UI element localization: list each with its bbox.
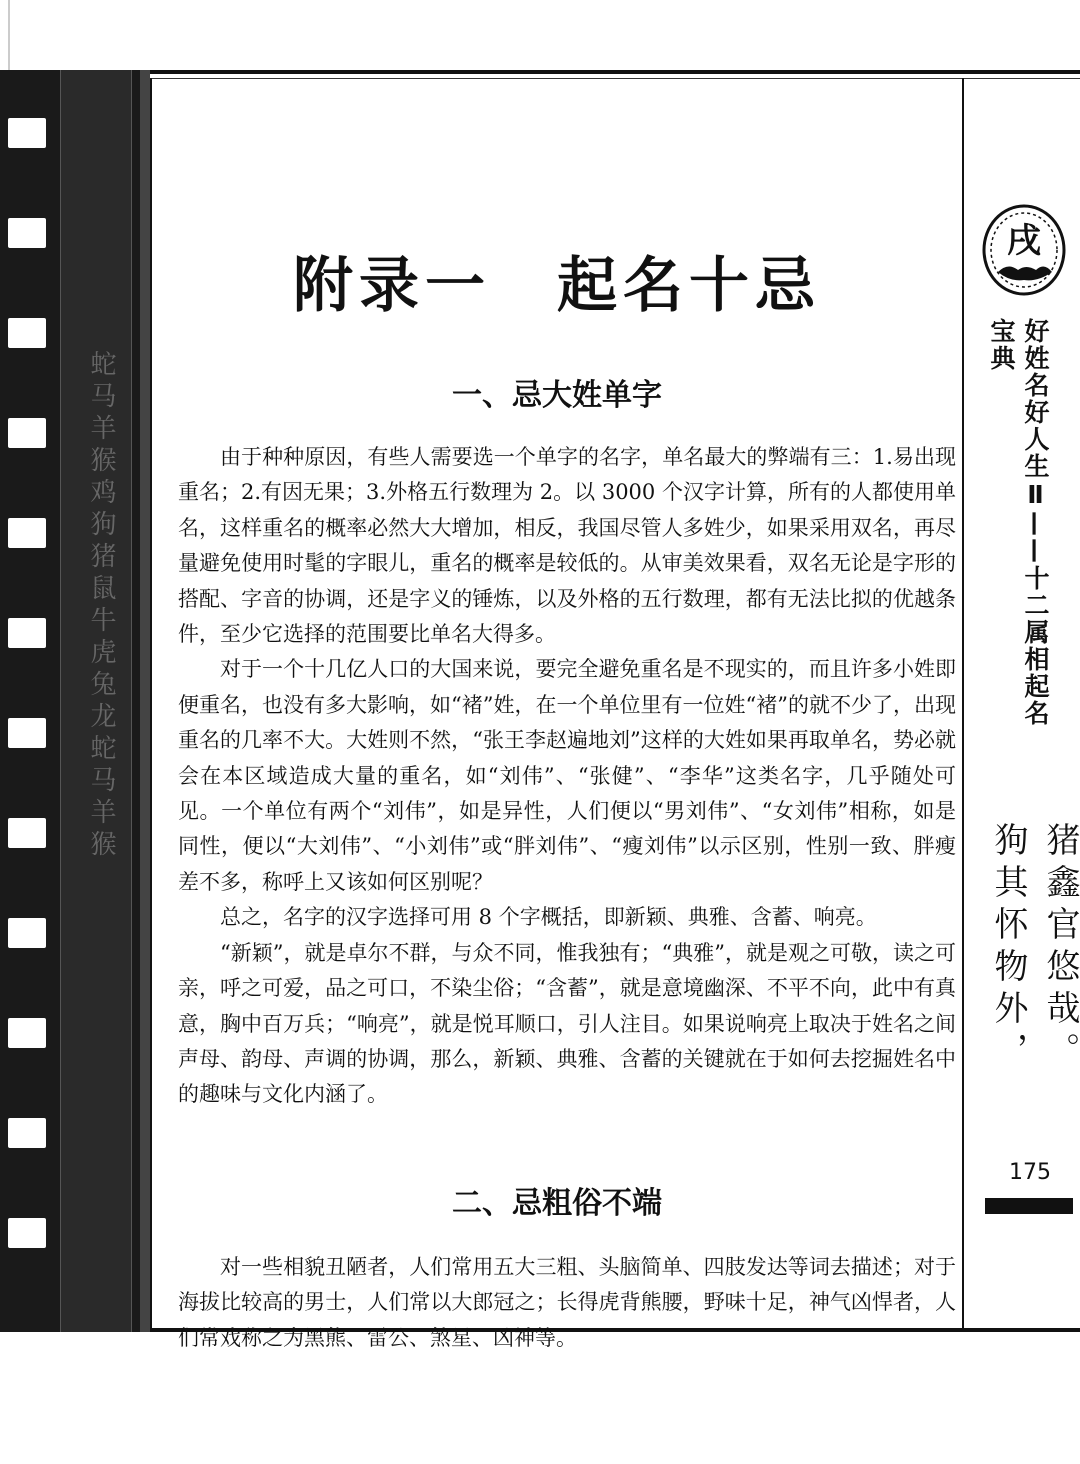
film-hole <box>8 718 46 748</box>
film-hole <box>8 918 46 948</box>
film-hole <box>8 518 46 548</box>
film-hole <box>8 1018 46 1048</box>
top-rule-thin <box>150 78 1080 79</box>
section-heading: 二、忌粗俗不端 <box>452 1186 662 1221</box>
top-rule <box>0 70 1080 74</box>
section-body <box>178 440 956 1113</box>
scan-edge <box>8 0 10 70</box>
poem-line: 狗其怀物外， <box>988 822 1028 1074</box>
chapter-title: 附录一 起名十忌 <box>293 251 821 321</box>
zodiac-dog-emblem-icon <box>978 200 1070 300</box>
film-hole <box>8 1118 46 1148</box>
page-frame-right <box>962 78 964 1330</box>
film-hole <box>8 618 46 648</box>
paragraph: 对于一个十几亿人口的大国来说，要完全避免重名是不现实的，而且许多小姓即便重名，也没有多大影响，如“褚”姓，在一个单位里有一位姓“褚”的就不少了，出现重名的几率不大。大姓则不然，“张王李赵遍地刘”这样的大姓如果再取单名，势必就会在本区域造成大量的重名，如“刘伟”、“张健”、“李华”这类名字，几乎随处可见。一个单位有两个“刘伟”，如是异性，人们便以“男刘伟”、“女刘伟”相称，如是同性，便以“大刘伟”、“小刘伟”或“胖刘伟”、“瘦刘伟”以示区别，性别一致、胖瘦差不多，称呼上又该如何区别呢？ <box>178 657 956 894</box>
section-body <box>178 1250 956 1356</box>
film-hole <box>8 118 46 148</box>
paragraph: 由于种种原因，有些人需要选一个单字的名字，单名最大的弊端有三：1.易出现重名；2.有因无果；3.外格五行数理为 2。以 3000 个汉字计算，所有的人都使用单名，这样重名的概率必然大大增加，相反，我国尽管人多姓少，如果采用双名，再尽量避免使用时髦的字眼儿，重名的概率是较低的。从审美效果看，双名无论是字形的搭配、字音的协调，还是字义的锤炼，以及外格的五行数理，都有无法比拟的优越条件，至少它选择的范围要比单名大得多。 <box>178 445 956 647</box>
film-strip-edge <box>140 70 150 1332</box>
film-hole <box>8 1218 46 1248</box>
section-heading: 一、忌大姓单字 <box>452 378 662 413</box>
film-strip-decoration <box>0 70 140 1332</box>
film-hole <box>8 418 46 448</box>
film-hole <box>8 218 46 248</box>
film-hole <box>8 318 46 348</box>
page-number: 175 <box>1009 1160 1051 1185</box>
paragraph: “新颖”，就是卓尔不群，与众不同，惟我独有；“典雅”，就是观之可敬，读之可亲，呼之可爱，品之可口，不染尘俗；“含蓄”，就是意境幽深、不平不向，此中有真意，胸中百万兵；“响亮”，就是悦耳顺口，引人注目。如果说响亮上取决于姓名之间声母、韵母、声调的协调，那么，新颖、典雅、含蓄的关键就在于如何去挖掘姓名中的趣味与文化内涵了。 <box>178 940 956 1107</box>
book-title: 好姓名好人生Ⅱ——十二属相起名宝典 <box>987 318 1050 727</box>
film-strip-text: 蛇马羊猴鸡狗猪鼠牛虎兔龙蛇马羊猴 <box>86 350 116 862</box>
paragraph: 总之，名字的汉字选择可用 8 个字概括，即新颖、典雅、含蓄、响亮。 <box>220 905 877 930</box>
svg-text:戌: 戌 <box>1007 221 1041 261</box>
film-hole <box>8 818 46 848</box>
paragraph: 对一些相貌丑陋者，人们常用五大三粗、头脑简单、四肢发达等词去描述；对于海拔比较高的男士，人们常以大郎冠之；长得虎背熊腰，野味十足，神气凶悍者，人们常戏称之为黑熊、雷公、煞星、凶神等。 <box>178 1255 956 1350</box>
page-number-bar <box>985 1198 1073 1214</box>
poem-line: 猪鑫官悠哉。 <box>1040 822 1080 1074</box>
